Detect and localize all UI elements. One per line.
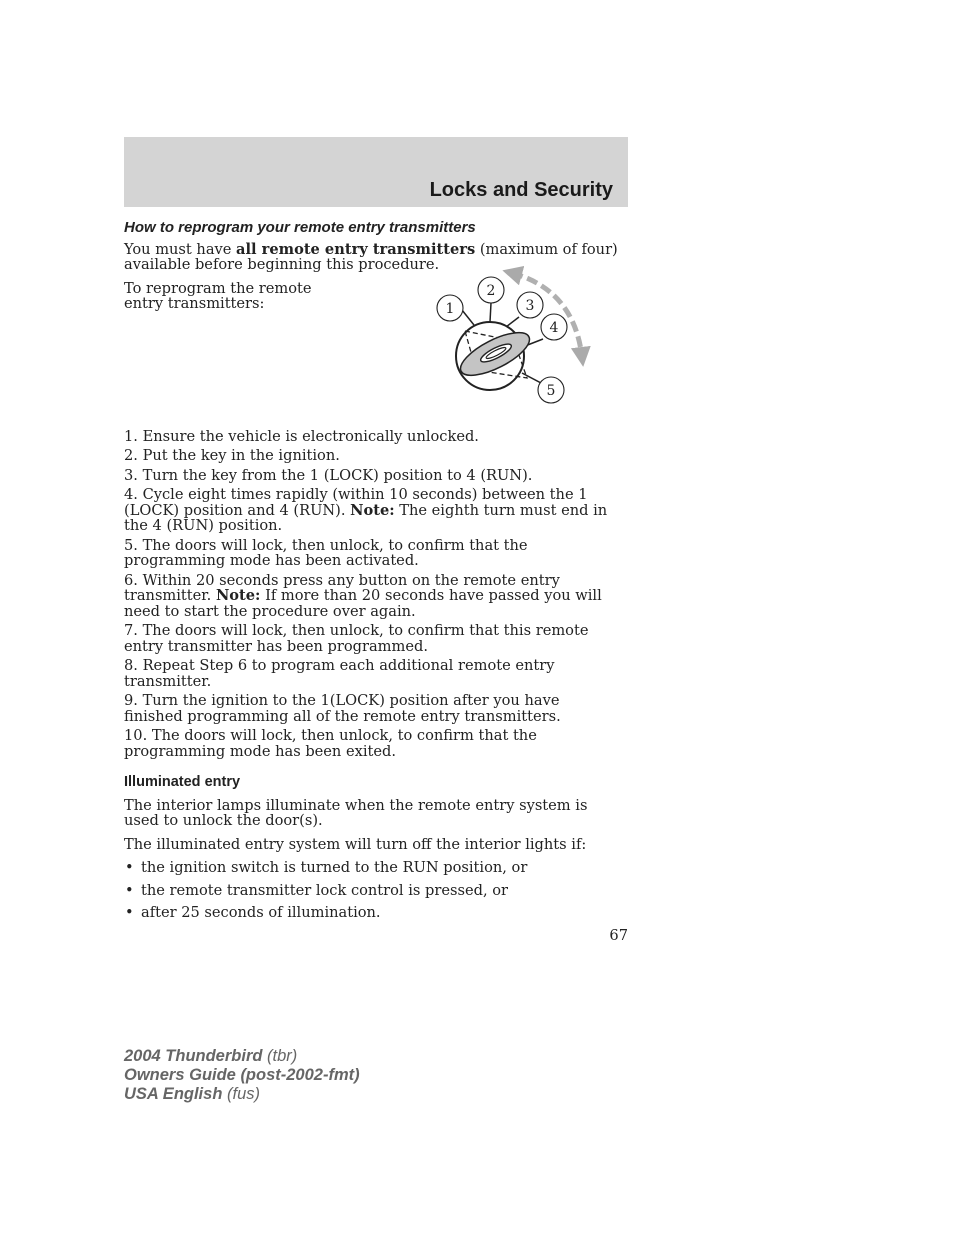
position-label-1 xyxy=(437,295,463,321)
illuminated-paragraph-2: The illuminated entry system will turn off the interior lights if: xyxy=(124,835,587,853)
page-number: 67 xyxy=(609,927,628,944)
svg-text:4: 4 xyxy=(549,319,559,336)
illuminated-bullet-list xyxy=(124,860,620,921)
step-8: 8. Repeat Step 6 to program each additional remote entry transmitter. xyxy=(124,657,555,690)
step-10: 10. The doors will lock, then unlock, to confirm that the programming mode has been exited. xyxy=(124,727,537,760)
position-label-3 xyxy=(517,292,543,318)
footer xyxy=(124,1047,360,1104)
step-1: 1. Ensure the vehicle is electronically unlocked. xyxy=(124,427,479,445)
step-7: 7. The doors will lock, then unlock, to confirm that this remote entry transmitter has been programmed. xyxy=(124,622,589,655)
step-9: 9. Turn the ignition to the 1(LOCK) position after you have finished programming all of the remote entry transmitters. xyxy=(124,692,561,725)
step-3: 3. Turn the key from the 1 (LOCK) position to 4 (RUN). xyxy=(124,466,533,484)
illuminated-paragraph-1: The interior lamps illuminate when the remote entry system is used to unlock the door(s). xyxy=(124,796,588,829)
footer-line-1: 2004 Thunderbird (tbr) xyxy=(124,1047,298,1065)
ignition-diagram xyxy=(424,265,604,415)
intro-row xyxy=(124,281,620,421)
svg-text:3: 3 xyxy=(525,297,535,314)
svg-text:1: 1 xyxy=(445,300,455,317)
list-item: • the ignition switch is turned to the RUN position, or xyxy=(124,860,620,876)
footer-line-3: USA English (fus) xyxy=(124,1085,260,1103)
header-band xyxy=(124,137,628,207)
main-content xyxy=(124,220,620,928)
list-item: • the remote transmitter lock control is pressed, or xyxy=(124,883,620,899)
intro-paragraph: You must have all remote entry transmitters (maximum of four) available before beginning this procedure. xyxy=(124,240,618,273)
footer-line-2: Owners Guide (post-2002-fmt) xyxy=(124,1066,360,1084)
position-label-2 xyxy=(478,277,504,303)
step-5: 5. The doors will lock, then unlock, to confirm that the programming mode has been activated. xyxy=(124,536,528,569)
step-2: 2. Put the key in the ignition. xyxy=(124,447,340,464)
position-label-4 xyxy=(541,314,567,340)
svg-text:5: 5 xyxy=(546,382,556,399)
section-heading-reprogram: How to reprogram your remote entry transmitters xyxy=(124,219,476,236)
step-6: 6. Within 20 seconds press any button on the remote entry transmitter. Note: If more than 20 seconds have passed you will need to start the procedure over again. xyxy=(124,571,602,620)
list-item: • after 25 seconds of illumination. xyxy=(124,905,620,921)
position-label-5 xyxy=(538,377,564,403)
page-title: Locks and Security xyxy=(429,179,613,201)
lead-text: To reprogram the remote entry transmitters: xyxy=(124,279,312,312)
step-4: 4. Cycle eight times rapidly (within 10 seconds) between the 1 (LOCK) position and 4 (RUN). Note: The eighth turn must end in the 4 (RUN) position. xyxy=(124,486,608,534)
section-heading-illuminated: Illuminated entry xyxy=(124,774,241,790)
svg-text:2: 2 xyxy=(486,282,496,299)
